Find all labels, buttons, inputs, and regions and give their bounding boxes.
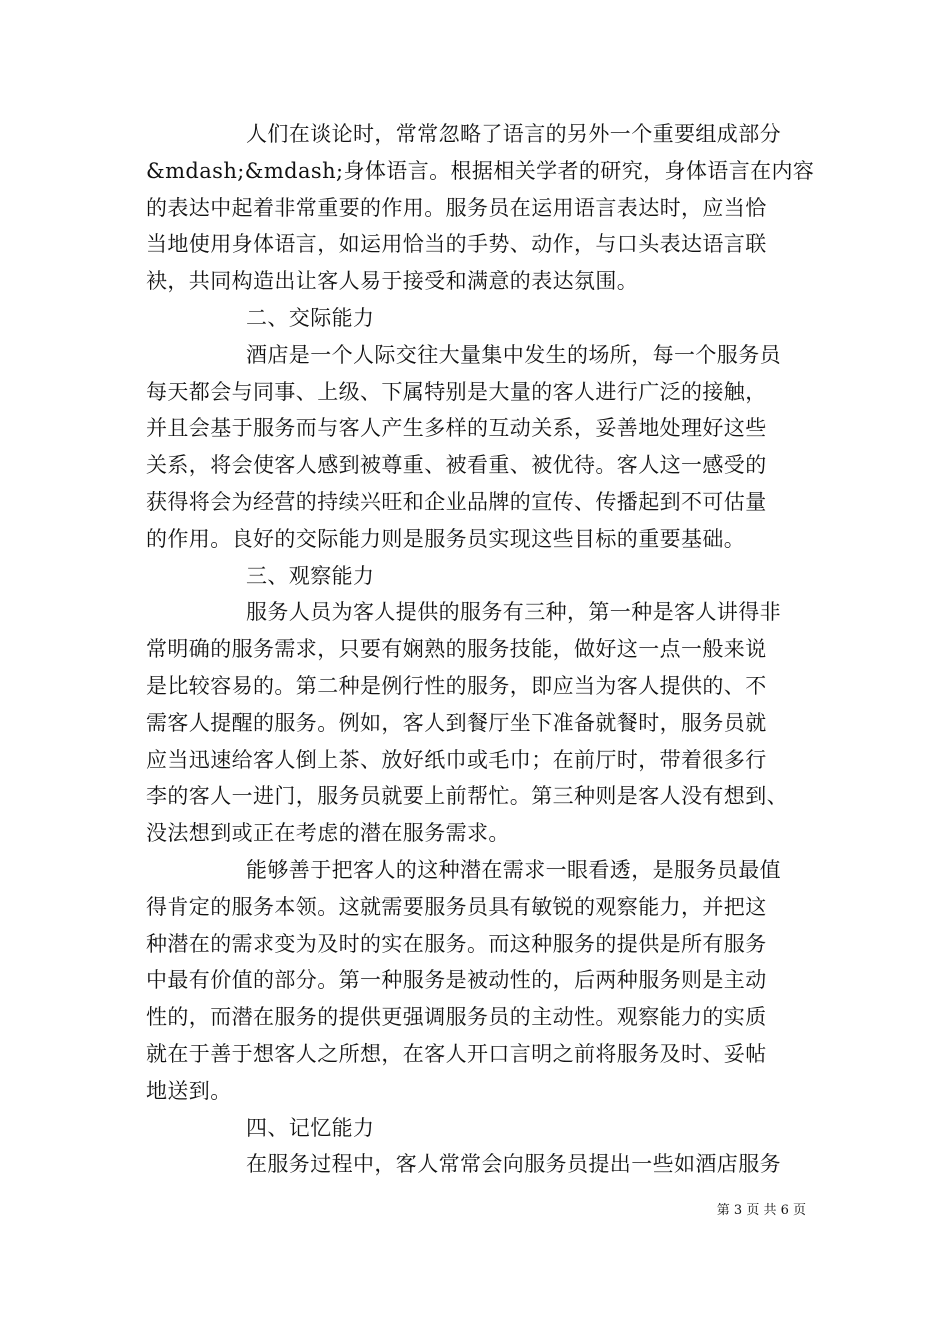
text-line: 获得将会为经营的持续兴旺和企业品牌的宣传、传播起到不可估量 xyxy=(146,489,767,514)
text-line: 中最有价值的部分。第一种服务是被动性的，后两种服务则是主动 xyxy=(146,968,767,993)
text-line: 地送到。 xyxy=(146,1078,232,1103)
text-line: 当地使用身体语言，如运用恰当的手势、动作，与口头表达语言联 xyxy=(146,232,767,257)
page-number-footer: 第 3 页 共 6 页 xyxy=(716,1203,806,1218)
text-line: 三、观察能力 xyxy=(246,563,375,588)
text-line: 酒店是一个人际交往大量集中发生的场所，每一个服务员 xyxy=(246,342,781,367)
text-line: 袂，共同构造出让客人易于接受和满意的表达氛围。 xyxy=(146,269,639,294)
text-line: 二、交际能力 xyxy=(246,305,375,330)
text-line: 李的客人一进门，服务员就要上前帮忙。第三种则是客人没有想到、 xyxy=(146,784,788,809)
text-line: 的表达中起着非常重要的作用。服务员在运用语言表达时，应当恰 xyxy=(146,195,767,220)
text-line: 人们在谈论时，常常忽略了语言的另外一个重要组成部分 xyxy=(246,122,781,146)
text-line: 的作用。良好的交际能力则是服务员实现这些目标的重要基础。 xyxy=(146,526,746,551)
text-line: 种潜在的需求变为及时的实在服务。而这种服务的提供是所有服务 xyxy=(146,931,767,956)
text-line: 能够善于把客人的这种潜在需求一眼看透，是服务员最值 xyxy=(246,857,781,882)
text-line: 并且会基于服务而与客人产生多样的互动关系，妥善地处理好这些 xyxy=(146,416,767,441)
text-line: 就在于善于想客人之所想，在客人开口言明之前将服务及时、妥帖 xyxy=(146,1041,767,1066)
text-line: 是比较容易的。第二种是例行性的服务，即应当为客人提供的、不 xyxy=(146,673,767,698)
text-line: 没法想到或正在考虑的潜在服务需求。 xyxy=(146,821,510,846)
text-line: 性的，而潜在服务的提供更强调服务员的主动性。观察能力的实质 xyxy=(146,1005,767,1030)
text-line: 需客人提醒的服务。例如，客人到餐厅坐下准备就餐时，服务员就 xyxy=(146,710,767,735)
text-line: 得肯定的服务本领。这就需要服务员具有敏锐的观察能力，并把这 xyxy=(146,894,767,919)
document-body xyxy=(146,116,836,1183)
text-line: 常明确的服务需求，只要有娴熟的服务技能，做好这一点一般来说 xyxy=(146,637,767,662)
text-line: 关系，将会使客人感到被尊重、被看重、被优待。客人这一感受的 xyxy=(146,453,767,478)
text-line: 四、记忆能力 xyxy=(246,1115,375,1140)
text-line: 每天都会与同事、上级、下属特别是大量的客人进行广泛的接触， xyxy=(146,379,767,404)
text-line: &mdash;&mdash;身体语言。根据相关学者的研究，身体语言在内容 xyxy=(146,158,815,183)
text-line: 服务人员为客人提供的服务有三种，第一种是客人讲得非 xyxy=(246,600,781,625)
text-line: 在服务过程中，客人常常会向服务员提出一些如酒店服务 xyxy=(246,1152,781,1177)
text-line: 应当迅速给客人倒上茶、放好纸巾或毛巾；在前厅时，带着很多行 xyxy=(146,747,767,772)
